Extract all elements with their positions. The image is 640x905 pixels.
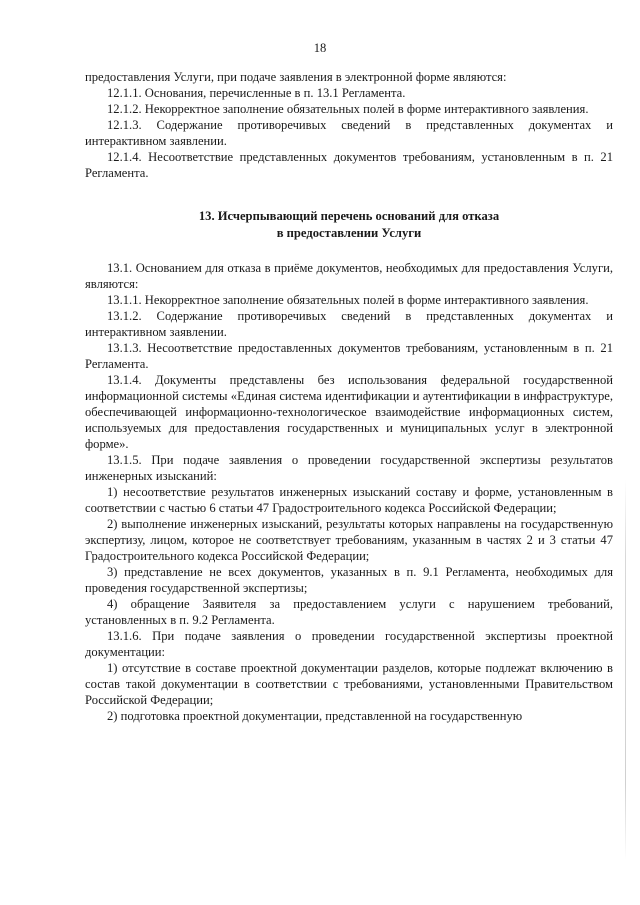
item-13-1-1: 13.1.1. Некорректное заполнение обязательных полей в форме интерактивного заявления. — [107, 293, 589, 307]
item-12-1-2: 12.1.2. Некорректное заполнение обязательных полей в форме интерактивного заявления. — [107, 102, 589, 116]
page-number: 18 — [313, 41, 327, 55]
item-12-1-3: 12.1.3. Содержание противоречивых сведений в представленных документах и интерактивном заявлении. — [85, 118, 613, 148]
page-content — [85, 69, 613, 724]
item-13-1-6-sub-2: 2) подготовка проектной документации, представленной на государственную — [107, 709, 523, 723]
heading-line-2: в предоставлении Услуги — [276, 226, 422, 240]
item-12-1-4: 12.1.4. Несоответствие представленных документов требованиям, установленным в п. 21 Регламента. — [85, 150, 613, 180]
intro-line: предоставления Услуги, при подаче заявления в электронной форме являются: — [85, 70, 507, 84]
item-13-1-6-sub-1: 1) отсутствие в составе проектной документации разделов, которые подлежат включению в состав такой документации в соответствии с требованиями, установленными Правительством Российской Федерации; — [85, 661, 613, 707]
item-13-1-4: 13.1.4. Документы представлены без использования федеральной государственной информационной системы «Единая система идентификации и аутентификации в инфраструктуре, обеспечивающей информационно-технологическое взаимодействие информационных систем, используемых для предоставления государственных и муниципальных услуг в электронной форме». — [85, 373, 613, 451]
item-13-1-6: 13.1.6. При подаче заявления о проведении государственной экспертизы проектной документации: — [85, 629, 613, 659]
heading-line-1: 13. Исчерпывающий перечень оснований для отказа — [198, 209, 500, 223]
item-13-1-5-sub-1: 1) несоответствие результатов инженерных изысканий составу и форме, установленным в соответствии с частью 6 статьи 47 Градостроительного кодекса Российской Федерации; — [85, 485, 613, 515]
item-13-1: 13.1. Основанием для отказа в приёме документов, необходимых для предоставления Услуги, являются: — [85, 261, 613, 291]
section-13-heading — [85, 208, 613, 242]
scan-margin-line — [625, 480, 626, 860]
item-13-1-3: 13.1.3. Несоответствие предоставленных документов требованиям, установленным в п. 21 Регламента. — [85, 341, 613, 371]
item-13-1-5-sub-4: 4) обращение Заявителя за предоставлением услуги с нарушением требований, установленных в п. 9.2 Регламента. — [85, 597, 613, 627]
item-13-1-5-sub-2: 2) выполнение инженерных изысканий, результаты которых направлены на государственную экспертизу, лицом, которое не соответствует требованиям, указанным в частях 2 и 3 статьи 47 Градостроительного кодекса Российской Федерации; — [85, 517, 613, 563]
item-13-1-5-sub-3: 3) представление не всех документов, указанных в п. 9.1 Регламента, необходимых для проведения государственной экспертизы; — [85, 565, 613, 595]
item-12-1-1: 12.1.1. Основания, перечисленные в п. 13.1 Регламента. — [107, 86, 406, 100]
item-13-1-5: 13.1.5. При подаче заявления о проведении государственной экспертизы результатов инженерных изысканий: — [85, 453, 613, 483]
item-13-1-2: 13.1.2. Содержание противоречивых сведений в представленных документах и интерактивном заявлении. — [85, 309, 613, 339]
